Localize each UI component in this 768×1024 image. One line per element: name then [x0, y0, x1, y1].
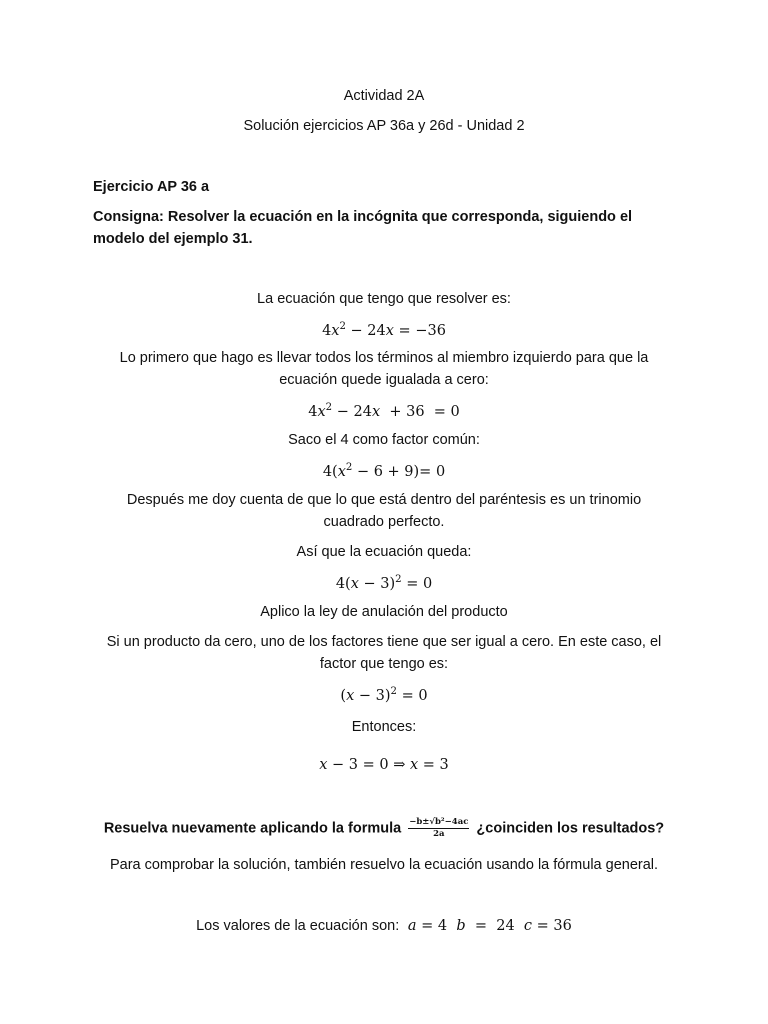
values-label: Los valores de la ecuación son: [196, 918, 400, 934]
instruction-line-1: Consigna: Resolver la ecuación en la incógnita que corresponda, siguiendo el [93, 209, 633, 225]
formula-denominator: 2a [433, 829, 445, 840]
instruction-line-2: modelo del ejemplo 31. [93, 231, 253, 247]
quadratic-formula [408, 818, 469, 840]
equation-solution: x − 3 = 0 ⇒ x = 3 [319, 757, 449, 773]
question-before: Resuelva nuevamente aplicando la formula [103, 820, 402, 837]
document-title: Actividad 2A [343, 88, 425, 104]
equation-factor: $(x - 3)^2 = 0$ [340, 686, 428, 704]
document-subtitle: Solución ejercicios AP 36a y 26d - Unidad 2 [243, 118, 525, 134]
step-paragraph-4-line-1: Después me doy cuenta de que lo que está dentro del paréntesis es un trinomio [126, 492, 642, 508]
question-line [0, 818, 768, 840]
equation-factored: $4(x^2 - 6 + 9)= 0$ [322, 462, 446, 480]
equation-equal-zero: $4x^2 - 24x + 36 = 0$ [308, 402, 460, 420]
check-paragraph: Para comprobar la solución, también resuelvo la ecuación usando la fórmula general. [109, 857, 659, 873]
step-paragraph-2-line-1: Lo primero que hago es llevar todos los términos al miembro izquierdo para que la [119, 350, 649, 366]
values-line [0, 918, 768, 934]
step-paragraph-7-line-2: factor que tengo es: [319, 656, 449, 672]
values-equation: a = 4 b = 24 c = 36 [407, 918, 572, 934]
step-paragraph-1: La ecuación que tengo que resolver es: [257, 291, 511, 307]
step-paragraph-6: Aplico la ley de anulación del producto [260, 604, 508, 620]
step-paragraph-7-line-1: Si un producto da cero, uno de los factores tiene que ser igual a cero. En este caso, el [106, 634, 662, 650]
step-paragraph-3: Saco el 4 como factor común: [288, 432, 480, 448]
equation-original: $4x^2 - 24x = -36$ [322, 321, 446, 339]
step-paragraph-4-line-2: cuadrado perfecto. [323, 514, 445, 530]
step-paragraph-2-line-2: ecuación quede igualada a cero: [279, 372, 489, 388]
exercise-heading: Ejercicio AP 36 a [93, 179, 210, 195]
question-after: ¿coinciden los resultados? [476, 820, 665, 837]
formula-numerator: −b±√b²−4ac [408, 818, 469, 829]
step-paragraph-8: Entonces: [351, 719, 417, 735]
equation-perfect-square: $4(x - 3)^2 = 0$ [335, 574, 433, 592]
step-paragraph-5: Así que la ecuación queda: [296, 544, 472, 560]
